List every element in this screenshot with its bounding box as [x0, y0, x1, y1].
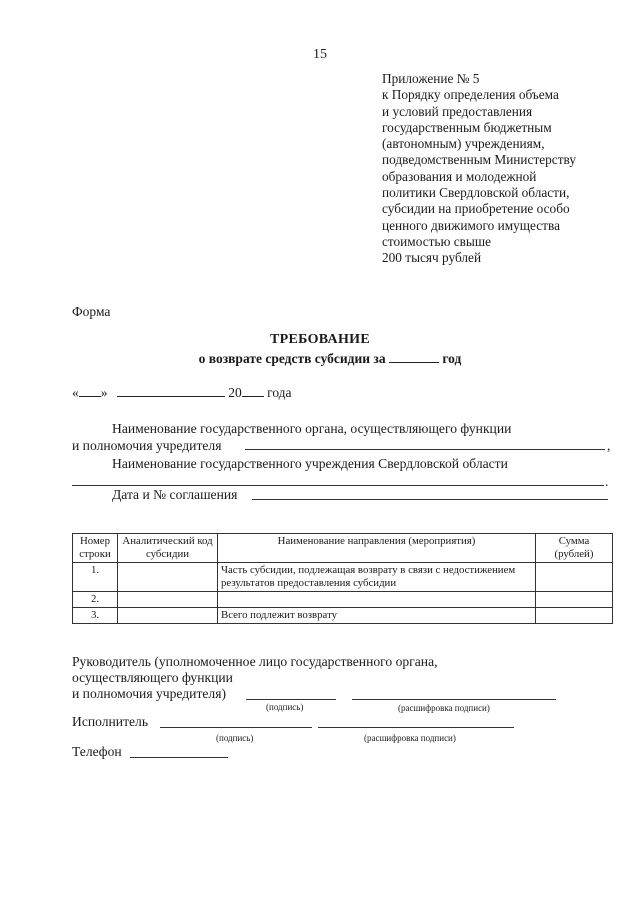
appendix-line: ценного движимого имущества: [382, 217, 560, 233]
appendix-line: к Порядку определения объема: [382, 87, 559, 103]
row-sum[interactable]: [536, 563, 613, 592]
row-direction[interactable]: [218, 592, 536, 608]
form-label: Форма: [72, 304, 111, 319]
year-digits-blank[interactable]: [242, 385, 264, 397]
founder-label-line2: и полномочия учредителя: [72, 438, 222, 453]
founder-label-line1: Наименование государственного органа, осуществляющего функции: [112, 421, 512, 436]
subtitle-prefix: о возврате средств субсидии за: [198, 351, 386, 366]
appendix-line: подведомственным Министерству: [382, 152, 576, 168]
executor-label: Исполнитель: [72, 714, 149, 729]
appendix-line: и условий предоставления: [382, 103, 533, 119]
decode-caption: (расшифровка подписи): [398, 703, 490, 713]
decode-caption: (расшифровка подписи): [364, 733, 456, 743]
header-direction: Наименование направления (мероприятия): [218, 534, 536, 563]
signature-caption: (подпись): [266, 702, 304, 712]
table-row: [73, 592, 613, 608]
close-quote: »: [100, 385, 108, 400]
row-sum[interactable]: [536, 608, 613, 624]
appendix-line: стоимостью свыше: [382, 233, 491, 249]
head-label-line3: и полномочия учредителя): [72, 686, 226, 701]
appendix-line: политики Свердловской области,: [382, 185, 570, 201]
row-direction: Часть субсидии, подлежащая возврату в связи с недостижением результатов предоставления субсидии: [218, 563, 536, 592]
year-suffix: года: [267, 385, 292, 400]
phone-label: Телефон: [72, 744, 122, 759]
open-quote: «: [72, 385, 79, 400]
appendix-line: образования и молодежной: [382, 168, 537, 184]
appendix-line: (автономным) учреждениям,: [382, 136, 545, 152]
row-code[interactable]: [118, 592, 218, 608]
agreement-label: Дата и № соглашения: [112, 487, 238, 502]
row-number: 1.: [73, 563, 118, 592]
appendix-line: государственным бюджетным: [382, 119, 552, 135]
header-code: Аналитический код субсидии: [118, 534, 218, 563]
row-code[interactable]: [118, 608, 218, 624]
head-signature-line[interactable]: [246, 699, 336, 700]
signature-caption: (подпись): [216, 733, 254, 743]
row-sum[interactable]: [536, 592, 613, 608]
head-label-line1: Руководитель (уполномоченное лицо государственного органа,: [72, 654, 438, 669]
comma-mark: ,: [607, 438, 611, 453]
institution-label: Наименование государственного учреждения Свердловской области: [112, 456, 508, 471]
executor-signature-line[interactable]: [160, 727, 312, 728]
row-direction: Всего подлежит возврату: [218, 608, 536, 624]
appendix-block: [382, 71, 632, 267]
row-number: 2.: [73, 592, 118, 608]
document-title: ТРЕБОВАНИЕ: [270, 332, 370, 347]
date-line: [72, 385, 292, 401]
year-prefix: 20: [228, 385, 242, 400]
document-subtitle: [170, 351, 490, 367]
founder-input-line[interactable]: [245, 449, 605, 450]
appendix-line: Приложение № 5: [382, 71, 480, 86]
phone-input-line[interactable]: [130, 757, 228, 758]
table-row: [73, 608, 613, 624]
head-label-line2: осуществляющего функции: [72, 670, 233, 685]
subtitle-suffix: год: [442, 351, 462, 366]
year-blank[interactable]: [389, 351, 439, 363]
month-blank[interactable]: [117, 385, 225, 397]
appendix-line: 200 тысяч рублей: [382, 250, 482, 266]
head-decode-line[interactable]: [352, 699, 556, 700]
page-number: 15: [313, 47, 327, 62]
header-row-number: Номер строки: [73, 534, 118, 563]
row-code[interactable]: [118, 563, 218, 592]
institution-input-line[interactable]: [72, 485, 604, 486]
day-blank[interactable]: [79, 385, 101, 397]
executor-decode-line[interactable]: [318, 727, 514, 728]
agreement-input-line[interactable]: [252, 499, 608, 500]
refund-table: [72, 533, 613, 624]
table-header-row: [73, 534, 613, 563]
table-row: [73, 563, 613, 592]
appendix-line: субсидии на приобретение особо: [382, 201, 570, 217]
header-sum: Сумма (рублей): [536, 534, 613, 563]
row-number: 3.: [73, 608, 118, 624]
period-mark: .: [605, 474, 609, 489]
